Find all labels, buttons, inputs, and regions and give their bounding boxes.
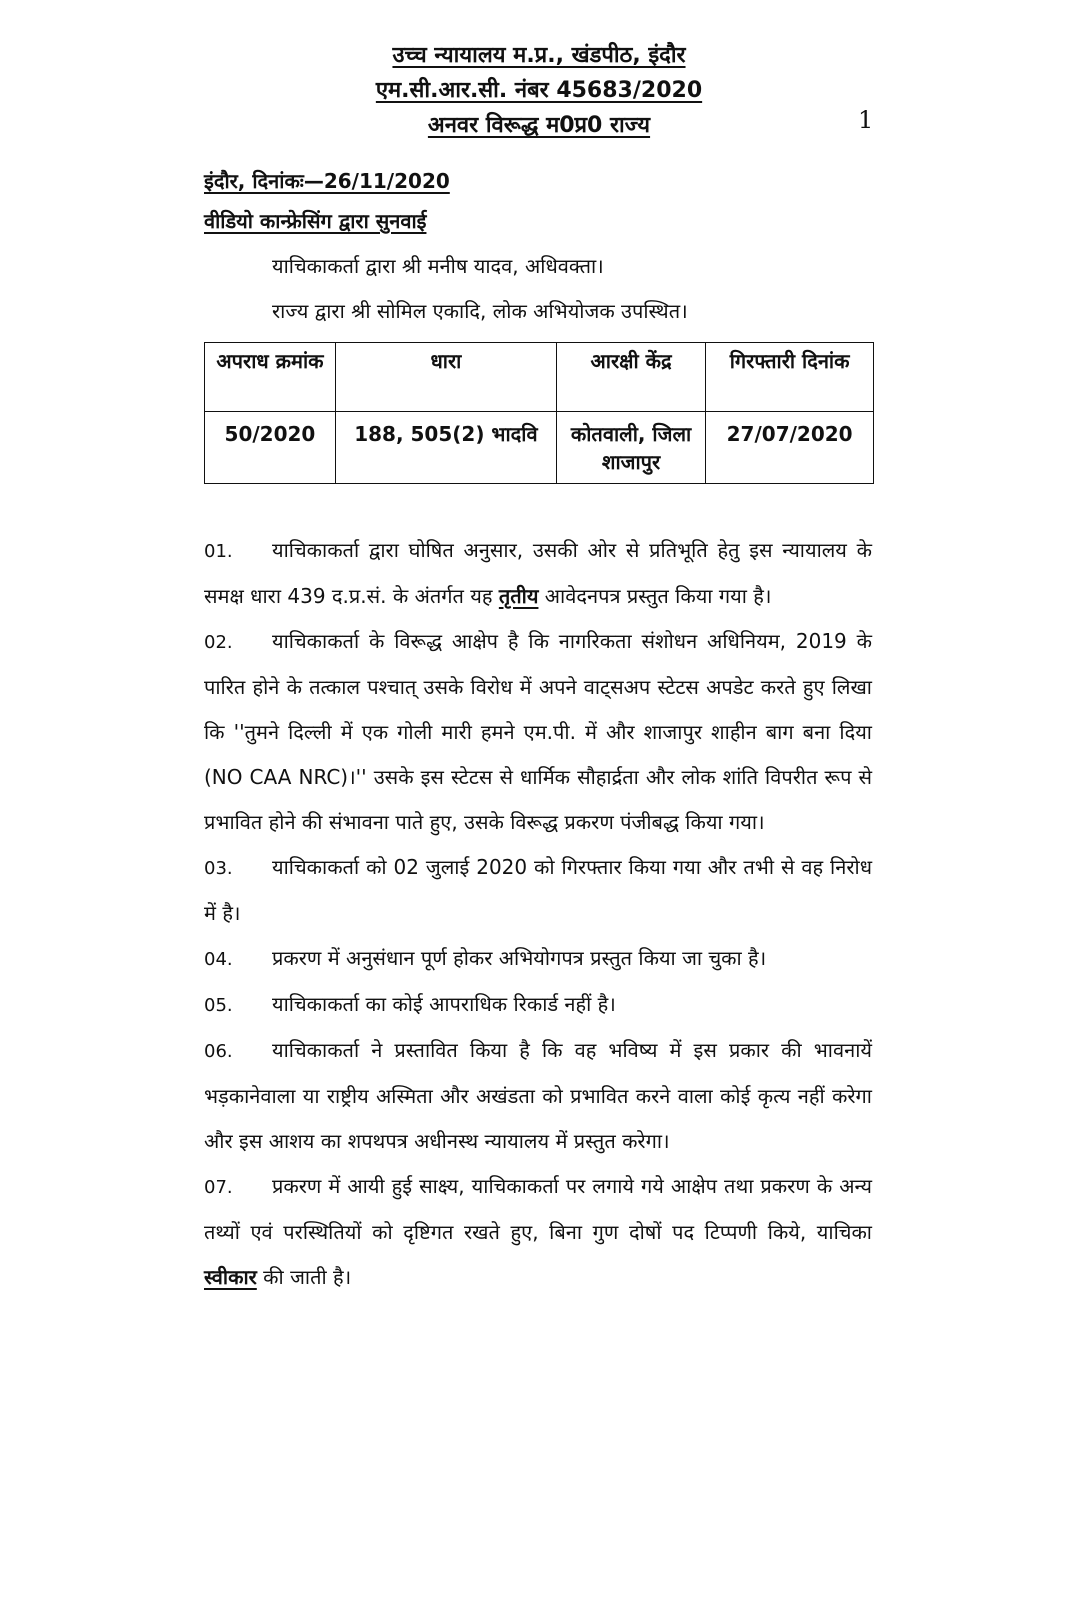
paragraph-02 [204,619,872,845]
paragraph-text: याचिकाकर्ता द्वारा घोषित अनुसार, उसकी ओर से प्रतिभूति हेतु इस न्यायालय के समक्ष धारा 439 द.प्र.सं. के अंतर्गत यह [204,538,872,608]
hearing-mode: वीडियो कान्फ्रेसिंग द्वारा सुनवाई [204,209,427,233]
paragraph-06 [204,1028,872,1164]
paragraph-number: 05. [204,995,233,1016]
cell-section: 188, 505(2) भादवि [335,412,556,484]
paragraph-text: प्रकरण में आयी हुई साक्ष्य, याचिकाकर्ता पर लगाये गये आक्षेप तथा प्रकरण के अन्य तथ्यों एवं परस्थितियों को दृष्टिगत रखते हुए, बिना गुण दोषों पद टिप्पणी किये, याचिका [204,1174,872,1244]
header-section: धारा [335,343,556,412]
page-number: 1 [858,106,874,134]
paragraph-emphasis: स्वीकार [204,1265,257,1289]
order-date: इंदौर, दिनांकः—26/11/2020 [204,169,450,193]
paragraph-text: याचिकाकर्ता को 02 जुलाई 2020 को गिरफ्तार किया गया और तभी से वह निरोध में है। [204,855,872,925]
paragraph-text-end: आवेदनपत्र प्रस्तुत किया गया है। [538,584,772,608]
paragraph-number: 07. [204,1177,233,1198]
paragraph-number: 06. [204,1041,233,1062]
paragraph-01 [204,528,872,619]
header-crime-number: अपराध क्रमांक [205,343,336,412]
appearance-state: राज्य द्वारा श्री सोमिल एकादि, लोक अभियोजक उपस्थित। [272,299,688,323]
court-name: उच्च न्यायालय म.प्र., खंडपीठ, इंदौर [392,43,686,68]
paragraph-number: 04. [204,949,233,970]
case-title: अनवर विरूद्ध म0प्र0 राज्य [427,113,651,138]
header-police-station: आरक्षी केंद्र [556,343,705,412]
paragraph-text: याचिकाकर्ता का कोई आपराधिक रिकार्ड नहीं है। [272,992,616,1016]
paragraph-number: 03. [204,858,233,879]
case-number: एम.सी.आर.सी. नंबर 45683/2020 [375,78,703,103]
paragraph-05 [204,982,872,1028]
paragraph-text-end: की जाती है। [256,1265,352,1289]
appearance-petitioner: याचिकाकर्ता द्वारा श्री मनीष यादव, अधिवक्ता। [272,254,604,278]
paragraph-07 [204,1164,872,1300]
table-row [205,412,874,484]
paragraph-03 [204,845,872,936]
paragraph-text: याचिकाकर्ता ने प्रस्तावित किया है कि वह भविष्य में इस प्रकार की भावनायें भड़कानेवाला या राष्ट्रीय अस्मिता और अखंडता को प्रभावित करने वाला कोई कृत्य नहीं करेगा और इस आशय का शपथपत्र अधीनस्थ न्यायालय में प्रस्तुत करेगा। [204,1038,872,1153]
cell-crime-number: 50/2020 [205,412,336,484]
paragraph-number: 02. [204,632,233,653]
paragraph-emphasis: तृतीय [498,584,539,608]
cell-arrest-date: 27/07/2020 [706,412,874,484]
paragraph-number: 01. [204,541,233,562]
cell-police-station: कोतवाली, जिला शाजापुर [556,412,705,484]
table-header-row [205,343,874,412]
paragraph-text: प्रकरण में अनुसंधान पूर्ण होकर अभियोगपत्र प्रस्तुत किया जा चुका है। [272,946,767,970]
order-body [204,164,872,1300]
header-arrest-date: गिरफ्तारी दिनांक [706,343,874,412]
paragraph-text: याचिकाकर्ता के विरूद्ध आक्षेप है कि नागरिकता संशोधन अधिनियम, 2019 के पारित होने के तत्काल पश्चात् उसके विरोध में अपने वाट्सअप स्टेटस अपडेट करते हुए लिखा कि ''तुमने दिल्ली में एक गोली मारी हमने एम.पी. में और शाजापुर शाहीन बाग बना दिया (NO CAA NRC)।'' उसके इस स्टेटस से धार्मिक सौहार्द्रता और लोक शांति विपरीत रूप से प्रभावित होने की संभावना पाते हुए, उसके विरूद्ध प्रकरण पंजीबद्ध किया गया। [204,629,872,834]
case-details-table [204,342,874,484]
paragraph-04 [204,936,872,982]
court-header [0,38,1078,143]
order-paragraphs [204,528,872,1300]
